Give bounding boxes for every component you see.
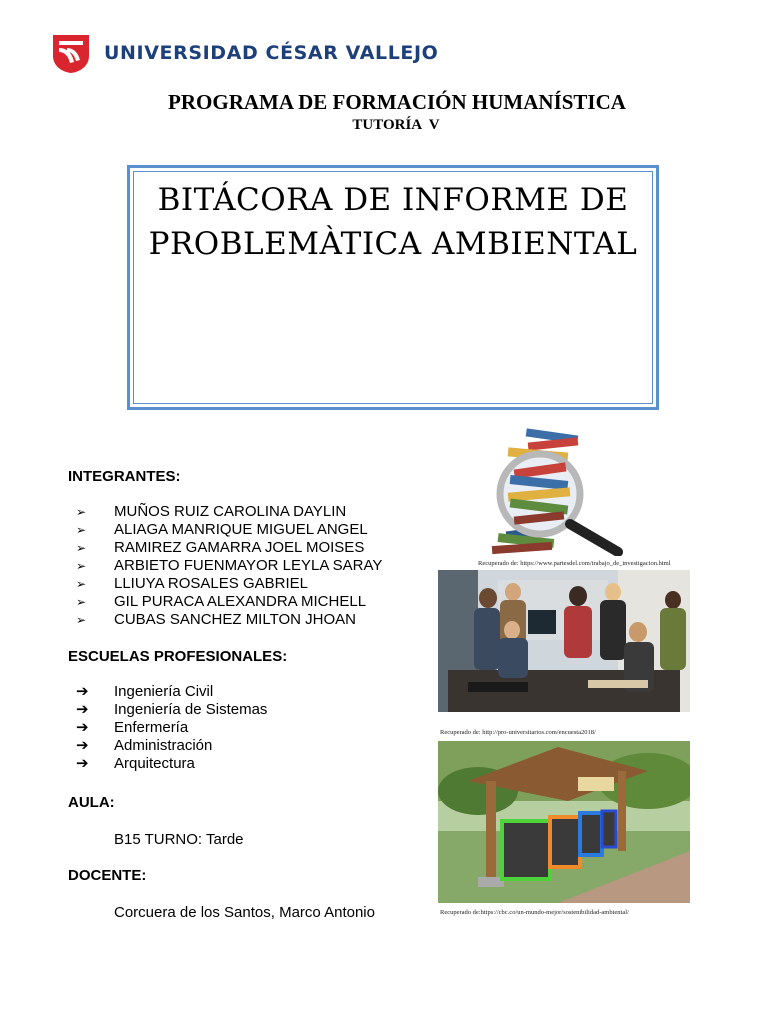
title-box [127, 165, 659, 410]
bullet-arrow-icon: ➔ [76, 701, 89, 718]
document-title [130, 178, 656, 266]
team-meeting-image [438, 570, 690, 712]
bullet-arrow-icon: ➔ [76, 719, 89, 736]
title-line-2: PROBLEMÀTICA AMBIENTAL [148, 226, 638, 262]
bullet-arrow-icon: ➢ [76, 505, 87, 519]
bullet-arrow-icon: ➢ [76, 595, 87, 609]
list-item: ➢ LLIUYA ROSALES GABRIEL [76, 575, 308, 592]
schools-list [68, 683, 267, 773]
bullet-arrow-icon: ➢ [76, 613, 87, 627]
list-item: ➢ ARBIETO FUENMAYOR LEYLA SARAY [76, 557, 383, 574]
list-item: ➢ ALIAGA MANRIQUE MIGUEL ANGEL [76, 521, 368, 538]
list-item: ➢ GIL PURACA ALEXANDRA MICHELL [76, 593, 367, 610]
aula-value: B15 TURNO: Tarde [114, 831, 244, 848]
bullet-arrow-icon: ➢ [76, 559, 87, 573]
program-title: PROGRAMA DE FORMACIÓN HUMANÍSTICA [168, 90, 626, 114]
list-item: ➔ Enfermería [76, 719, 189, 736]
list-item: ➢ RAMIREZ GAMARRA JOEL MOISES [76, 539, 365, 556]
bullet-arrow-icon: ➔ [76, 755, 89, 772]
bullet-arrow-icon: ➢ [76, 541, 87, 555]
tutoria-subtitle: TUTORÍA V [352, 117, 440, 133]
escuelas-label: ESCUELAS PROFESIONALES: [68, 648, 288, 665]
recycling-bins-image [438, 741, 690, 903]
aula-label: AULA: [68, 794, 115, 811]
list-item: ➢ CUBAS SANCHEZ MILTON JHOAN [76, 611, 356, 628]
bullet-arrow-icon: ➢ [76, 577, 87, 591]
bullet-arrow-icon: ➢ [76, 523, 87, 537]
title-line-1: BITÁCORA DE INFORME DE [157, 182, 629, 218]
list-item: ➔ Administración [76, 737, 213, 754]
docente-value: Corcuera de los Santos, Marco Antonio [114, 904, 375, 921]
books-image-caption: Recuperado de: https://www.partesdel.com/trabajo_de_investigacion.html [478, 560, 671, 567]
university-name: UNIVERSIDAD CÉSAR VALLEJO [104, 42, 439, 64]
bullet-arrow-icon: ➔ [76, 683, 89, 700]
list-item: ➢ MUÑOS RUIZ CAROLINA DAYLIN [76, 503, 347, 520]
team-image-caption: Recuperado de: http://pro-universitarios.com/encuesta2018/ [440, 729, 596, 736]
members-list [68, 503, 382, 629]
bullet-arrow-icon: ➔ [76, 737, 89, 754]
books-magnifier-image [478, 428, 628, 556]
university-logo-icon [50, 32, 92, 74]
list-item: ➔ Ingeniería Civil [76, 683, 214, 700]
docente-label: DOCENTE: [68, 867, 147, 884]
integrantes-label: INTEGRANTES: [68, 468, 181, 485]
list-item: ➔ Arquitectura [76, 755, 195, 772]
list-item: ➔ Ingeniería de Sistemas [76, 701, 268, 718]
bins-image-caption: Recuperado de:https://cbc.co/un-mundo-mejor/sostenibilidad-ambiental/ [440, 909, 629, 916]
